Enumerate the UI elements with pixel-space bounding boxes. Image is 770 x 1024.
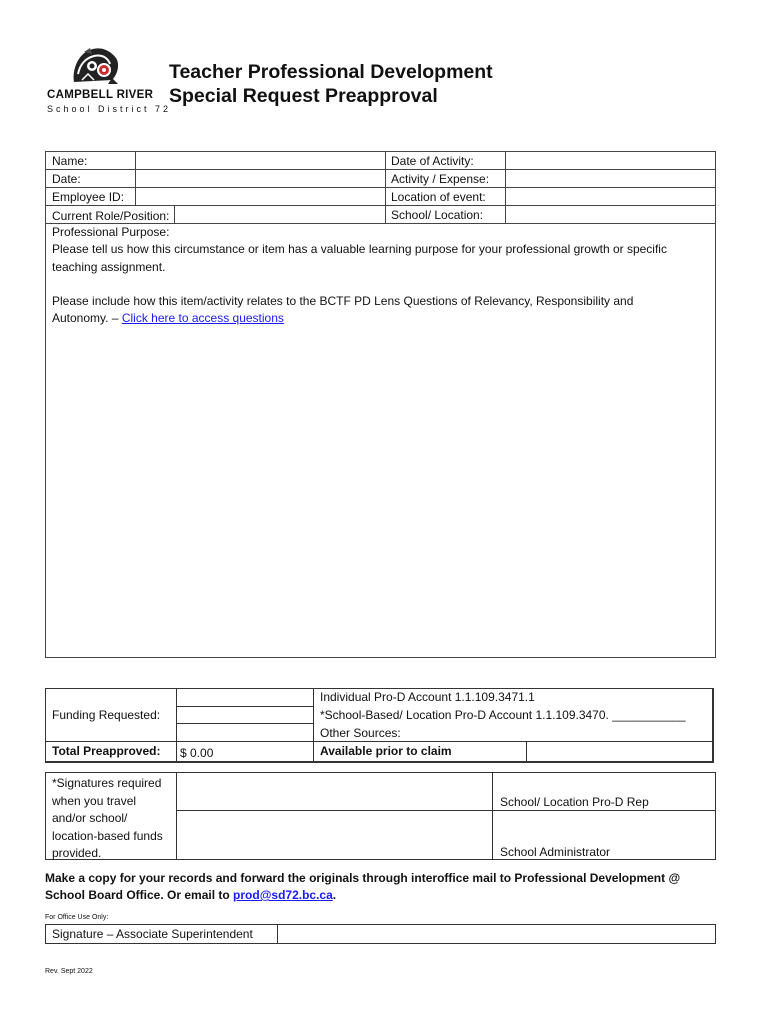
signatures-note-line: provided. xyxy=(52,846,102,860)
signatures-note-line: when you travel xyxy=(52,793,137,808)
school-based-account-label: *School-Based/ Location Pro-D Account 1.1.109.3470. ___________ xyxy=(320,708,686,722)
total-preapproved-label: Total Preapproved: xyxy=(52,744,161,758)
date-label: Date: xyxy=(52,172,81,186)
available-prior-field[interactable] xyxy=(527,742,712,761)
instruction-prefix: School Board Office. Or email to xyxy=(45,888,234,902)
date-field[interactable] xyxy=(136,170,384,187)
employee-id-label: Employee ID: xyxy=(52,190,125,204)
signatures-note-line: location-based funds xyxy=(52,828,163,843)
location-of-event-field[interactable] xyxy=(506,188,715,205)
activity-expense-label: Activity / Expense: xyxy=(391,172,490,186)
pro-d-rep-label: School/ Location Pro-D Rep xyxy=(500,795,649,809)
activity-expense-field[interactable] xyxy=(506,170,715,187)
superintendent-signature-field[interactable] xyxy=(278,925,715,943)
available-prior-label: Available prior to claim xyxy=(320,744,452,758)
employee-id-field[interactable] xyxy=(136,188,384,205)
col-divider xyxy=(492,772,493,860)
instruction-text: Make a copy for your records and forward the originals through interoffice mail to Professional Development @ xyxy=(45,871,681,885)
administrator-signature-field[interactable] xyxy=(177,811,491,859)
logo-district-name: School District 72 xyxy=(47,104,172,114)
role-field[interactable] xyxy=(175,206,384,223)
logo-bird-icon xyxy=(68,44,124,86)
row-divider xyxy=(45,761,714,763)
office-use-label: For Office Use Only: xyxy=(45,914,109,921)
role-label: Current Role/Position: xyxy=(52,209,170,223)
purpose-text-prefix: Autonomy. – xyxy=(52,311,122,325)
individual-amount-field[interactable] xyxy=(177,689,312,706)
col-divider xyxy=(313,688,314,763)
school-location-label: School/ Location: xyxy=(391,208,484,222)
date-of-activity-label: Date of Activity: xyxy=(391,154,474,168)
revision-date: Rev. Sept 2022 xyxy=(45,968,93,975)
email-link[interactable]: prod@sd72.bc.ca xyxy=(233,888,333,902)
purpose-text: teaching assignment. xyxy=(52,260,166,274)
pro-d-rep-signature-field[interactable] xyxy=(177,773,491,810)
school-based-amount-field[interactable] xyxy=(177,707,312,723)
funding-requested-label: Funding Requested: xyxy=(52,708,161,722)
purpose-text: Please include how this item/activity relates to the BCTF PD Lens Questions of Relevancy, Responsibility and xyxy=(52,294,634,308)
page-title-line2: Special Request Preapproval xyxy=(169,85,438,107)
page-title-line1: Teacher Professional Development xyxy=(169,61,493,83)
superintendent-signature-label: Signature – Associate Superintendent xyxy=(52,927,253,941)
name-field[interactable] xyxy=(136,152,384,169)
signatures-note xyxy=(52,775,163,863)
col-divider xyxy=(712,688,714,763)
signatures-note-line: and/or school/ xyxy=(52,811,128,825)
purpose-text: Please tell us how this circumstance or item has a valuable learning purpose for your professional growth or specific xyxy=(52,242,667,256)
col-divider xyxy=(385,151,386,223)
instruction-text xyxy=(45,888,336,902)
signatures-note-line: *Signatures required xyxy=(52,776,162,790)
location-of-event-label: Location of event: xyxy=(391,190,486,204)
individual-account-label: Individual Pro-D Account 1.1.109.3471.1 xyxy=(320,690,535,704)
purpose-response-area[interactable] xyxy=(48,330,712,654)
instruction-suffix: . xyxy=(332,888,337,902)
logo-org-name: CAMPBELL RIVER xyxy=(47,89,154,101)
date-of-activity-field[interactable] xyxy=(506,152,715,169)
access-questions-link[interactable]: Click here to access questions xyxy=(121,311,284,325)
row-divider xyxy=(45,223,716,224)
school-location-field[interactable] xyxy=(506,206,715,223)
school-administrator-label: School Administrator xyxy=(500,845,611,859)
purpose-text xyxy=(52,311,284,325)
other-sources-amount-field[interactable] xyxy=(177,724,312,741)
name-label: Name: xyxy=(52,154,88,168)
other-sources-label: Other Sources: xyxy=(320,726,401,740)
professional-purpose-heading: Professional Purpose: xyxy=(52,225,170,239)
total-preapproved-value: $ 0.00 xyxy=(180,746,214,760)
